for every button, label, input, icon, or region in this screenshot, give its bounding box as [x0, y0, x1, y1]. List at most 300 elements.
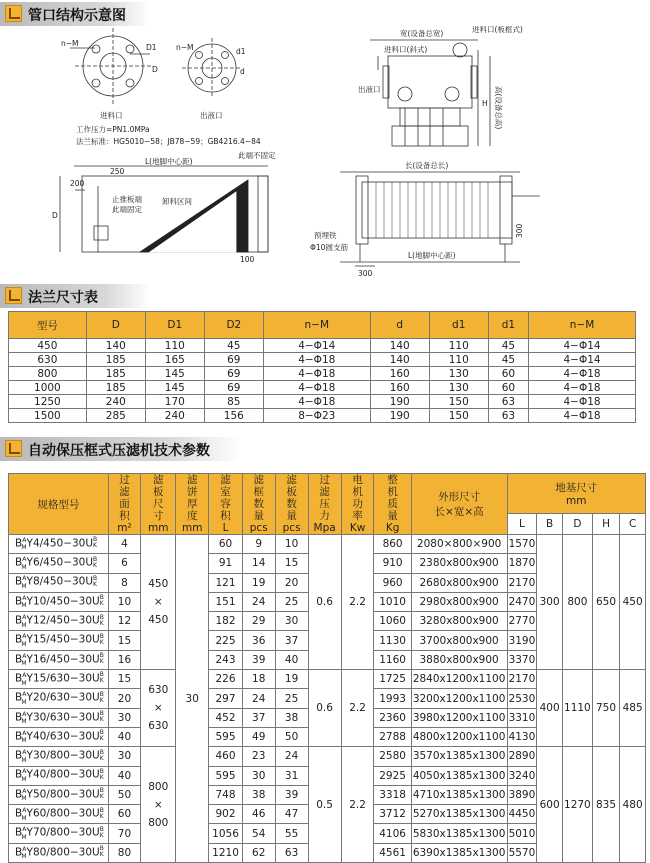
weight-cell: 860: [374, 535, 411, 554]
label-height-total: 高(设备总高): [494, 86, 503, 130]
frames-cell: 18: [242, 670, 275, 689]
table-cell: 185: [86, 367, 145, 381]
frames-cell: 39: [242, 650, 275, 669]
table-cell: 450: [9, 339, 87, 353]
dims-cell: 2840x1200x1100: [411, 670, 507, 689]
model-prefix: B: [15, 788, 23, 801]
dims-cell: 4800x1200x1100: [411, 727, 507, 746]
arrow-icon: [5, 5, 22, 22]
col-header: d: [370, 312, 429, 339]
base-C-cell: 450: [620, 535, 646, 670]
table-cell: 4−Φ18: [529, 395, 636, 409]
table-cell: 63: [488, 409, 528, 423]
h-base-C: C: [620, 514, 646, 535]
dims-cell: 3570x1385x1300: [411, 747, 507, 766]
frames-cell: 29: [242, 612, 275, 631]
h-model: 规格型号: [9, 474, 109, 535]
col-header: n−M: [263, 312, 370, 339]
table-cell: 160: [370, 367, 429, 381]
model-name: 6/450−30U: [32, 556, 94, 569]
spec-table: [8, 473, 646, 863]
model-name: 70/800−30U: [32, 826, 100, 839]
dims-cell: 6390x1385x1300: [411, 843, 507, 862]
volume-cell: 182: [209, 612, 243, 631]
label-d-side: D: [52, 211, 58, 220]
col-header: n−M: [529, 312, 636, 339]
model-prefix: B: [15, 846, 23, 859]
weight-cell: 1010: [374, 592, 411, 611]
plates-cell: 47: [275, 805, 308, 824]
base-L-cell: 5010: [507, 824, 537, 843]
label-250: 250: [110, 167, 125, 176]
table-cell: 69: [204, 381, 263, 395]
model-prefix: B: [15, 556, 23, 569]
power-cell: 2.2: [341, 535, 374, 670]
label-unload-area: 卸料区间: [162, 197, 192, 206]
area-cell: 40: [108, 766, 141, 785]
weight-cell: 1060: [374, 612, 411, 631]
volume-cell: 60: [209, 535, 243, 554]
base-L-cell: 3240: [507, 766, 537, 785]
plate-size-cell: 630 × 630: [141, 670, 176, 747]
table-cell: 145: [145, 381, 204, 395]
label-300a: 300: [358, 269, 373, 278]
table-row: [9, 670, 646, 689]
model-cell: $B^A_MY30/800-30U$ B K: [9, 747, 109, 766]
model-name: 60/800−30U: [32, 807, 100, 820]
model-prefix: B: [15, 672, 23, 685]
plates-cell: 19: [275, 670, 308, 689]
base-H-cell: 650: [592, 535, 619, 670]
label-100: 100: [240, 255, 255, 264]
table-cell: 240: [86, 395, 145, 409]
frames-cell: 30: [242, 766, 275, 785]
table-cell: 156: [204, 409, 263, 423]
h-dims: 外形尺寸 长×宽×高: [411, 474, 507, 535]
label-feed-top: 进料口(斜式): [384, 45, 428, 54]
frames-cell: 9: [242, 535, 275, 554]
volume-cell: 1210: [209, 843, 243, 862]
model-prefix: B: [15, 614, 23, 627]
frames-cell: 38: [242, 785, 275, 804]
base-L-cell: 3370: [507, 650, 537, 669]
table-cell: 4−Φ18: [529, 367, 636, 381]
col-header: D: [86, 312, 145, 339]
frames-cell: 36: [242, 631, 275, 650]
area-cell: 15: [108, 631, 141, 650]
frames-cell: 24: [242, 592, 275, 611]
model-cell: $B^A_MY60/800-30U$ B K: [9, 805, 109, 824]
model-cell: $B^A_MY16/450-30U$ B K: [9, 650, 109, 669]
table-cell: 4−Φ18: [263, 353, 370, 367]
area-cell: 20: [108, 689, 141, 708]
dims-cell: 3280x800x900: [411, 612, 507, 631]
model-prefix: B: [15, 691, 23, 704]
model-prefix: B: [15, 537, 23, 550]
label-stop-plate: 止推板端: [112, 195, 142, 204]
model-name: 20/630−30U: [32, 691, 100, 704]
base-L-cell: 4450: [507, 805, 537, 824]
table-cell: 190: [370, 395, 429, 409]
weight-cell: 1160: [374, 650, 411, 669]
model-name: 4/450−30U: [32, 537, 94, 550]
model-name: 40/800−30U: [32, 768, 100, 781]
table-cell: 185: [86, 353, 145, 367]
table-cell: 140: [370, 339, 429, 353]
table-cell: 45: [488, 353, 528, 367]
model-cell: $B^A_MY30/630-30U$ B K: [9, 708, 109, 727]
table-cell: 165: [145, 353, 204, 367]
h-power: 电机功率 Kw: [341, 474, 374, 535]
frames-cell: 54: [242, 824, 275, 843]
col-header: 型号: [9, 312, 87, 339]
dims-cell: 2980x800x900: [411, 592, 507, 611]
weight-cell: 3318: [374, 785, 411, 804]
base-L-cell: 1570: [507, 535, 537, 554]
plates-cell: 15: [275, 554, 308, 573]
section-title: 自动保压框式压滤机技术参数: [28, 443, 210, 459]
base-L-cell: 1870: [507, 554, 537, 573]
label-d1-right: d1: [236, 47, 246, 56]
table-cell: 800: [9, 367, 87, 381]
table-cell: 1500: [9, 409, 87, 423]
volume-cell: 121: [209, 573, 243, 592]
dims-cell: 5830x1385x1300: [411, 824, 507, 843]
volume-cell: 452: [209, 708, 243, 727]
label-width-total: 宽(设备总宽): [400, 29, 444, 38]
dims-cell: 3980x1200x1100: [411, 708, 507, 727]
table-cell: 130: [429, 367, 488, 381]
base-L-cell: 5570: [507, 843, 537, 862]
table-cell: 4−Φ18: [263, 381, 370, 395]
weight-cell: 2925: [374, 766, 411, 785]
power-cell: 2.2: [341, 670, 374, 747]
h-frames: 滤框数量 pcs: [242, 474, 275, 535]
model-name: 30/800−30U: [32, 749, 100, 762]
h-base-L: L: [507, 514, 537, 535]
h-pressure: 过滤压力 Mpa: [308, 474, 341, 535]
section-header-pipe: [0, 2, 650, 26]
plates-cell: 25: [275, 689, 308, 708]
model-name: 10/450−30U: [32, 595, 100, 608]
volume-cell: 595: [209, 727, 243, 746]
frames-cell: 19: [242, 573, 275, 592]
volume-cell: 225: [209, 631, 243, 650]
model-prefix: B: [15, 633, 23, 646]
pressure-cell: 0.5: [308, 747, 341, 863]
volume-cell: 297: [209, 689, 243, 708]
model-prefix: B: [15, 768, 23, 781]
label-d-left: D: [152, 65, 158, 74]
base-D-cell: 800: [562, 535, 592, 670]
base-L-cell: 2770: [507, 612, 537, 631]
table-cell: 160: [370, 381, 429, 395]
model-name: 50/800−30U: [32, 788, 100, 801]
table-row: [9, 409, 636, 423]
dims-cell: 3200x1200x1100: [411, 689, 507, 708]
model-name: 16/450−30U: [32, 653, 100, 666]
label-200: 200: [70, 179, 85, 188]
weight-cell: 2360: [374, 708, 411, 727]
table-cell: 4−Φ18: [529, 409, 636, 423]
model-cell: $B^A_MY6/450-30U$ B K: [9, 554, 109, 573]
base-L-cell: 3310: [507, 708, 537, 727]
volume-cell: 226: [209, 670, 243, 689]
section-header-spec: [0, 437, 650, 461]
weight-cell: 3712: [374, 805, 411, 824]
area-cell: 6: [108, 554, 141, 573]
table-cell: 630: [9, 353, 87, 367]
table-cell: 4−Φ18: [263, 395, 370, 409]
cake-thickness-cell: 30: [176, 535, 209, 863]
base-L-cell: 3190: [507, 631, 537, 650]
model-cell: $B^A_MY80/800-30U$ B K: [9, 843, 109, 862]
area-cell: 50: [108, 785, 141, 804]
frames-cell: 49: [242, 727, 275, 746]
col-header: d1: [488, 312, 528, 339]
label-embedded-iron: 预埋铁: [314, 231, 337, 240]
plate-size-cell: 450 × 450: [141, 535, 176, 670]
label-outlet-right: 出液口: [358, 85, 381, 94]
h-area: 过滤面积 m²: [108, 474, 141, 535]
table-cell: 150: [429, 395, 488, 409]
weight-cell: 1993: [374, 689, 411, 708]
table-cell: 4−Φ18: [529, 381, 636, 395]
base-H-cell: 835: [592, 747, 619, 863]
volume-cell: 91: [209, 554, 243, 573]
dims-cell: 3700x800x900: [411, 631, 507, 650]
plates-cell: 25: [275, 592, 308, 611]
model-name: 12/450−30U: [32, 614, 100, 627]
dims-cell: 4050x1385x1300: [411, 766, 507, 785]
base-L-cell: 2170: [507, 573, 537, 592]
plates-cell: 50: [275, 727, 308, 746]
label-fixed-end: 此端固定: [112, 205, 142, 214]
table-cell: 8−Φ23: [263, 409, 370, 423]
table-cell: 110: [429, 339, 488, 353]
model-cell: $B^A_MY70/800-30U$ B K: [9, 824, 109, 843]
base-B-cell: 600: [537, 747, 563, 863]
volume-cell: 151: [209, 592, 243, 611]
frames-cell: 14: [242, 554, 275, 573]
table-cell: 240: [145, 409, 204, 423]
table-cell: 63: [488, 395, 528, 409]
table-cell: 45: [488, 339, 528, 353]
outlet-label: 出液口: [200, 111, 223, 120]
base-C-cell: 480: [620, 747, 646, 863]
table-row: [9, 395, 636, 409]
pressure-cell: 0.6: [308, 535, 341, 670]
model-prefix: B: [15, 730, 23, 743]
label-length-total: 长(设备总长): [405, 161, 449, 170]
arrow-icon: [5, 440, 22, 457]
arrow-icon: [5, 287, 22, 304]
table-cell: 130: [429, 381, 488, 395]
model-cell: $B^A_MY4/450-30U$ B K: [9, 535, 109, 554]
h-plates: 滤板数量 pcs: [275, 474, 308, 535]
area-cell: 16: [108, 650, 141, 669]
power-cell: 2.2: [341, 747, 374, 863]
table-row: [9, 381, 636, 395]
model-name: 15/630−30U: [32, 672, 100, 685]
area-cell: 8: [108, 573, 141, 592]
plates-cell: 20: [275, 573, 308, 592]
model-prefix: B: [15, 826, 23, 839]
table-cell: 110: [145, 339, 204, 353]
plates-cell: 37: [275, 631, 308, 650]
frames-cell: 23: [242, 747, 275, 766]
h-volume: 滤室容积 L: [209, 474, 243, 535]
plates-cell: 38: [275, 708, 308, 727]
h-base-D: D: [562, 514, 592, 535]
dims-cell: 2380x800x900: [411, 554, 507, 573]
label-nm-left: n−M: [61, 39, 79, 48]
model-prefix: B: [15, 653, 23, 666]
model-cell: $B^A_MY20/630-30U$ B K: [9, 689, 109, 708]
label-l-center2: L(地脚中心距): [408, 251, 456, 260]
plates-cell: 63: [275, 843, 308, 862]
model-name: 30/630−30U: [32, 711, 100, 724]
volume-cell: 748: [209, 785, 243, 804]
table-cell: 185: [86, 381, 145, 395]
area-cell: 12: [108, 612, 141, 631]
plates-cell: 31: [275, 766, 308, 785]
table-cell: 170: [145, 395, 204, 409]
table-cell: 1000: [9, 381, 87, 395]
pressure-note: 工作压力=PN1.0MPa: [76, 125, 150, 134]
table-cell: 150: [429, 409, 488, 423]
table-row: [9, 353, 636, 367]
base-B-cell: 300: [537, 535, 563, 670]
dims-cell: 2680x800x900: [411, 573, 507, 592]
model-cell: $B^A_MY8/450-30U$ B K: [9, 573, 109, 592]
col-header: D2: [204, 312, 263, 339]
label-d1-left: D1: [146, 43, 157, 52]
table-cell: 45: [204, 339, 263, 353]
frames-cell: 24: [242, 689, 275, 708]
h-plate: 滤板尺寸 mm: [141, 474, 176, 535]
volume-cell: 460: [209, 747, 243, 766]
base-B-cell: 400: [537, 670, 563, 747]
area-cell: 15: [108, 670, 141, 689]
pipe-structure-diagram: [0, 26, 650, 284]
label-300b: 300: [515, 223, 524, 238]
plates-cell: 39: [275, 785, 308, 804]
label-anchor-bolt: Φ10圆支筋: [310, 243, 348, 252]
plates-cell: 30: [275, 612, 308, 631]
section-title: 法兰尺寸表: [28, 290, 98, 306]
model-prefix: B: [15, 749, 23, 762]
label-feed-side: 进料口(板框式): [472, 26, 523, 34]
table-row: [9, 747, 646, 766]
h-cake: 滤饼厚度 mm: [176, 474, 209, 535]
table-cell: 69: [204, 367, 263, 381]
plates-cell: 24: [275, 747, 308, 766]
model-name: 8/450−30U: [32, 575, 94, 588]
area-cell: 10: [108, 592, 141, 611]
base-L-cell: 4130: [507, 727, 537, 746]
table-cell: 145: [145, 367, 204, 381]
model-name: 40/630−30U: [32, 730, 100, 743]
weight-cell: 1130: [374, 631, 411, 650]
plate-size-cell: 800 × 800: [141, 747, 176, 863]
weight-cell: 1725: [374, 670, 411, 689]
area-cell: 40: [108, 727, 141, 746]
base-H-cell: 750: [592, 670, 619, 747]
table-cell: 285: [86, 409, 145, 423]
weight-cell: 2788: [374, 727, 411, 746]
flange-header-row: [9, 312, 636, 339]
area-cell: 70: [108, 824, 141, 843]
table-cell: 1250: [9, 395, 87, 409]
label-not-fixed: 此端不固定: [238, 151, 276, 160]
dims-cell: 3880x800x900: [411, 650, 507, 669]
label-d-right: d: [240, 67, 245, 76]
base-D-cell: 1270: [562, 747, 592, 863]
section-header-flange: [0, 284, 650, 308]
area-cell: 60: [108, 805, 141, 824]
table-cell: 140: [370, 353, 429, 367]
volume-cell: 243: [209, 650, 243, 669]
volume-cell: 595: [209, 766, 243, 785]
base-L-cell: 2890: [507, 747, 537, 766]
table-cell: 60: [488, 367, 528, 381]
base-L-cell: 2170: [507, 670, 537, 689]
table-row: [9, 535, 646, 554]
inlet-label: 进料口: [100, 111, 123, 120]
model-cell: $B^A_MY40/800-30U$ B K: [9, 766, 109, 785]
area-cell: 30: [108, 747, 141, 766]
col-header: d1: [429, 312, 488, 339]
h-weight: 整机质量 Kg: [374, 474, 411, 535]
h-base: 地基尺寸 mm: [507, 474, 645, 514]
col-header: D1: [145, 312, 204, 339]
model-cell: $B^A_MY40/630-30U$ B K: [9, 727, 109, 746]
table-cell: 110: [429, 353, 488, 367]
frames-cell: 62: [242, 843, 275, 862]
label-h: H: [482, 99, 488, 108]
plates-cell: 55: [275, 824, 308, 843]
weight-cell: 2580: [374, 747, 411, 766]
label-nm-right: n−M: [176, 43, 194, 52]
pressure-cell: 0.6: [308, 670, 341, 747]
model-name: 15/450−30U: [32, 633, 100, 646]
table-cell: 4−Φ14: [529, 339, 636, 353]
flange-size-table: [8, 311, 636, 423]
weight-cell: 4106: [374, 824, 411, 843]
model-prefix: B: [15, 807, 23, 820]
table-cell: 69: [204, 353, 263, 367]
standard-note: 法兰标准：HG5010−58；JB78−59；GB4216.4−84: [76, 137, 261, 146]
base-D-cell: 1110: [562, 670, 592, 747]
h-base-H: H: [592, 514, 619, 535]
model-cell: $B^A_MY12/450-30U$ B K: [9, 612, 109, 631]
volume-cell: 902: [209, 805, 243, 824]
table-cell: 4−Φ18: [263, 367, 370, 381]
table-cell: 4−Φ14: [529, 353, 636, 367]
model-name: 80/800−30U: [32, 846, 100, 859]
base-L-cell: 2530: [507, 689, 537, 708]
table-cell: 85: [204, 395, 263, 409]
plates-cell: 10: [275, 535, 308, 554]
table-cell: 60: [488, 381, 528, 395]
h-base-B: B: [537, 514, 563, 535]
area-cell: 30: [108, 708, 141, 727]
volume-cell: 1056: [209, 824, 243, 843]
section-title: 管口结构示意图: [28, 8, 126, 24]
model-prefix: B: [15, 595, 23, 608]
area-cell: 4: [108, 535, 141, 554]
